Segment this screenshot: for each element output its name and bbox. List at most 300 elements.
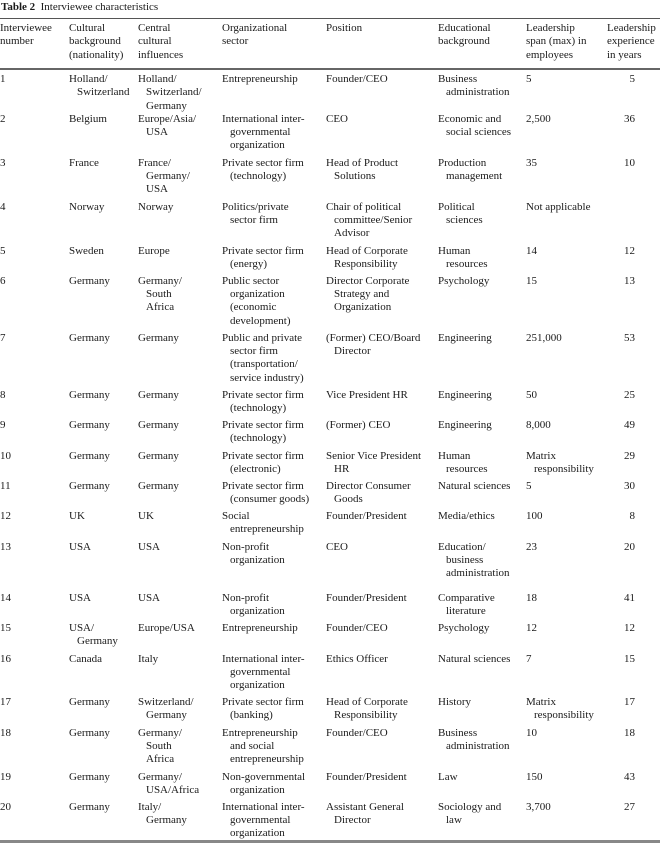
cell-line: Germany/ bbox=[146, 170, 190, 183]
cell-leadership-span bbox=[526, 68, 607, 113]
cell-line: 1 bbox=[0, 73, 6, 85]
cell-line: Natural sciences bbox=[438, 479, 511, 492]
cell-line: Germany bbox=[69, 479, 110, 492]
cell-leadership-experience bbox=[607, 419, 660, 450]
cell-organizational-sector bbox=[222, 113, 326, 157]
cell-educational-background bbox=[438, 157, 526, 201]
cell-organizational-sector bbox=[222, 201, 326, 245]
cell-line: HR bbox=[334, 463, 350, 476]
cell-line: organization bbox=[230, 605, 285, 618]
cell-line: Matrix bbox=[526, 695, 556, 708]
cell-leadership-span bbox=[526, 332, 607, 389]
cell-line: Canada bbox=[69, 652, 102, 665]
cell-line: (technology) bbox=[230, 402, 287, 415]
cell-cultural-background bbox=[69, 113, 138, 157]
cell-line: Social bbox=[222, 509, 250, 522]
table-row bbox=[0, 771, 660, 801]
cell-central-cultural-influences bbox=[138, 68, 222, 113]
cell-leadership-experience bbox=[607, 622, 660, 653]
cell-line: Human bbox=[438, 244, 471, 257]
header-row bbox=[0, 19, 660, 68]
cell-cultural-background bbox=[69, 622, 138, 653]
cell-interviewee-number bbox=[0, 801, 69, 851]
cell-line: responsibility bbox=[534, 463, 594, 476]
cell-line: Advisor bbox=[334, 227, 370, 240]
cell-leadership-experience bbox=[607, 275, 660, 332]
cell-cultural-background bbox=[69, 450, 138, 480]
table-row bbox=[0, 653, 660, 696]
cell-line: Production bbox=[438, 156, 487, 169]
cell-line: Germany bbox=[146, 814, 187, 827]
table-row bbox=[0, 727, 660, 771]
cell-line: 251,000 bbox=[526, 331, 562, 344]
cell-line: 12 bbox=[624, 244, 635, 257]
cell-position bbox=[326, 541, 438, 592]
cell-cultural-background bbox=[69, 510, 138, 541]
cell-position bbox=[326, 622, 438, 653]
header-line: Leadership bbox=[607, 22, 656, 34]
cell-position bbox=[326, 801, 438, 851]
table-row bbox=[0, 245, 660, 275]
cell-line: 18 bbox=[0, 726, 11, 739]
cell-position bbox=[326, 157, 438, 201]
cell-line: Germany bbox=[146, 709, 187, 722]
cell-line: Entrepreneurship bbox=[222, 621, 298, 634]
cell-educational-background bbox=[438, 419, 526, 450]
cell-line: Engineering bbox=[438, 418, 492, 431]
cell-cultural-background bbox=[69, 157, 138, 201]
cell-interviewee-number bbox=[0, 157, 69, 201]
cell-line: sector firm bbox=[230, 214, 278, 227]
table-row bbox=[0, 419, 660, 450]
column-header-central-cultural-influences bbox=[138, 19, 222, 68]
cell-line: organization bbox=[230, 139, 285, 152]
cell-central-cultural-influences bbox=[138, 653, 222, 696]
cell-line: Germany bbox=[146, 99, 187, 112]
cell-line: 50 bbox=[526, 388, 537, 401]
table-row bbox=[0, 696, 660, 727]
cell-line: Senior Vice President bbox=[326, 449, 422, 462]
cell-line: (technology) bbox=[230, 170, 287, 183]
cell-line: 14 bbox=[526, 244, 537, 257]
cell-line: CEO bbox=[326, 112, 348, 125]
cell-position bbox=[326, 696, 438, 727]
cell-position bbox=[326, 113, 438, 157]
cell-interviewee-number bbox=[0, 389, 69, 419]
cell-central-cultural-influences bbox=[138, 771, 222, 801]
cell-line: (technology) bbox=[230, 432, 287, 445]
cell-line: 20 bbox=[624, 540, 635, 553]
cell-cultural-background bbox=[69, 245, 138, 275]
cell-organizational-sector bbox=[222, 771, 326, 801]
cell-line: Europe bbox=[138, 244, 170, 257]
cell-line: Assistant General bbox=[326, 800, 404, 813]
header-line: (nationality) bbox=[69, 48, 124, 61]
cell-organizational-sector bbox=[222, 389, 326, 419]
cell-line: resources bbox=[446, 463, 488, 476]
cell-line: 18 bbox=[526, 591, 537, 604]
cell-cultural-background bbox=[69, 727, 138, 771]
cell-leadership-experience bbox=[607, 771, 660, 801]
cell-line: 14 bbox=[0, 591, 11, 604]
cell-line: 17 bbox=[0, 695, 11, 708]
column-header-cultural-background bbox=[69, 19, 138, 68]
cell-line: 35 bbox=[526, 156, 537, 169]
header-line: in years bbox=[607, 48, 642, 61]
cell-line: Comparative bbox=[438, 591, 495, 604]
cell-line: Belgium bbox=[69, 112, 107, 125]
cell-line: Germany bbox=[138, 449, 179, 462]
table-row bbox=[0, 801, 660, 851]
cell-organizational-sector bbox=[222, 68, 326, 113]
cell-interviewee-number bbox=[0, 245, 69, 275]
cell-line: 25 bbox=[624, 388, 635, 401]
cell-position bbox=[326, 389, 438, 419]
cell-interviewee-number bbox=[0, 419, 69, 450]
cell-line: 16 bbox=[0, 652, 11, 665]
table-row bbox=[0, 389, 660, 419]
cell-line: Psychology bbox=[438, 621, 490, 634]
cell-leadership-experience bbox=[607, 727, 660, 771]
cell-position bbox=[326, 727, 438, 771]
cell-line: Germany/ bbox=[138, 770, 182, 783]
cell-line: 10 bbox=[526, 726, 537, 739]
cell-line: Politics/private bbox=[222, 200, 289, 213]
cell-line: (energy) bbox=[230, 258, 268, 271]
cell-leadership-experience bbox=[607, 157, 660, 201]
header-line: span (max) in bbox=[526, 35, 587, 48]
cell-leadership-span bbox=[526, 389, 607, 419]
cell-cultural-background bbox=[69, 801, 138, 851]
cell-educational-background bbox=[438, 727, 526, 771]
cell-line: South bbox=[146, 740, 172, 753]
cell-organizational-sector bbox=[222, 622, 326, 653]
cell-line: 5 bbox=[526, 479, 532, 492]
cell-line: Political bbox=[438, 200, 475, 213]
cell-line: Natural sciences bbox=[438, 652, 511, 665]
cell-interviewee-number bbox=[0, 696, 69, 727]
cell-interviewee-number bbox=[0, 541, 69, 592]
cell-line: 8 bbox=[0, 388, 6, 401]
cell-interviewee-number bbox=[0, 201, 69, 245]
cell-line: 53 bbox=[624, 331, 635, 344]
cell-central-cultural-influences bbox=[138, 622, 222, 653]
table-body bbox=[0, 68, 660, 851]
table-row bbox=[0, 592, 660, 622]
cell-line: Entrepreneurship bbox=[222, 726, 298, 739]
cell-interviewee-number bbox=[0, 332, 69, 389]
cell-line: 15 bbox=[0, 621, 11, 634]
cell-leadership-span bbox=[526, 541, 607, 592]
cell-line: 12 bbox=[526, 621, 537, 634]
cell-line: USA bbox=[69, 591, 92, 604]
cell-leadership-span bbox=[526, 510, 607, 541]
cell-line: Solutions bbox=[334, 170, 376, 183]
table-row bbox=[0, 541, 660, 592]
header-line: sector bbox=[222, 35, 249, 48]
header-line: employees bbox=[526, 48, 574, 61]
cell-central-cultural-influences bbox=[138, 801, 222, 851]
cell-position bbox=[326, 510, 438, 541]
header-line: Cultural bbox=[69, 22, 106, 34]
cell-line: Italy bbox=[138, 652, 159, 665]
cell-line: 8,000 bbox=[526, 418, 551, 431]
cell-educational-background bbox=[438, 68, 526, 113]
cell-educational-background bbox=[438, 801, 526, 851]
cell-line: Germany bbox=[138, 479, 179, 492]
cell-central-cultural-influences bbox=[138, 245, 222, 275]
cell-leadership-span bbox=[526, 275, 607, 332]
cell-leadership-experience bbox=[607, 801, 660, 851]
table-row bbox=[0, 510, 660, 541]
cell-leadership-experience bbox=[607, 332, 660, 389]
cell-interviewee-number bbox=[0, 113, 69, 157]
cell-line: 20 bbox=[0, 800, 11, 813]
cell-line: governmental bbox=[230, 814, 291, 827]
cell-position bbox=[326, 480, 438, 510]
cell-line: entrepreneurship bbox=[230, 753, 304, 766]
cell-line: 3 bbox=[0, 156, 6, 169]
cell-line: Director bbox=[334, 814, 371, 827]
table-row bbox=[0, 275, 660, 332]
cell-line: Non-governmental bbox=[222, 770, 306, 783]
cell-line: Vice President HR bbox=[326, 388, 408, 401]
cell-line: Sweden bbox=[69, 244, 104, 257]
cell-line: Switzerland/ bbox=[138, 695, 194, 708]
cell-organizational-sector bbox=[222, 592, 326, 622]
cell-line: International inter- bbox=[222, 652, 305, 665]
cell-position bbox=[326, 332, 438, 389]
cell-line: Director bbox=[334, 345, 371, 358]
cell-line: 13 bbox=[624, 274, 635, 287]
column-header-educational-background bbox=[438, 19, 526, 68]
cell-line: Germany bbox=[69, 800, 110, 813]
cell-leadership-span bbox=[526, 653, 607, 696]
cell-line: 15 bbox=[624, 652, 635, 665]
cell-line: 41 bbox=[624, 591, 635, 604]
cell-line: Ethics Officer bbox=[326, 652, 388, 665]
cell-line: organization bbox=[230, 288, 285, 301]
cell-line: Director Corporate bbox=[326, 274, 410, 287]
cell-line: 43 bbox=[624, 770, 635, 783]
cell-line: Africa bbox=[146, 753, 175, 766]
cell-interviewee-number bbox=[0, 480, 69, 510]
cell-educational-background bbox=[438, 510, 526, 541]
cell-line: Non-profit bbox=[222, 591, 270, 604]
cell-organizational-sector bbox=[222, 450, 326, 480]
cell-line: Private sector firm bbox=[222, 479, 304, 492]
cell-line: 150 bbox=[526, 770, 543, 783]
cell-line: 100 bbox=[526, 509, 543, 522]
cell-line: Founder/CEO bbox=[326, 73, 388, 85]
cell-position bbox=[326, 450, 438, 480]
cell-line: governmental bbox=[230, 666, 291, 679]
cell-line: France/ bbox=[138, 156, 171, 169]
cell-line: 36 bbox=[624, 112, 635, 125]
cell-line: USA bbox=[69, 540, 92, 553]
cell-central-cultural-influences bbox=[138, 419, 222, 450]
cell-line: Switzerland bbox=[77, 86, 130, 99]
cell-line: Germany/ bbox=[138, 274, 182, 287]
cell-cultural-background bbox=[69, 592, 138, 622]
cell-line: Not applicable bbox=[526, 200, 591, 213]
cell-educational-background bbox=[438, 113, 526, 157]
cell-line: Media/ethics bbox=[438, 509, 495, 522]
header-line: Position bbox=[326, 22, 363, 34]
cell-organizational-sector bbox=[222, 157, 326, 201]
cell-interviewee-number bbox=[0, 653, 69, 696]
cell-position bbox=[326, 592, 438, 622]
cell-line: International inter- bbox=[222, 112, 305, 125]
cell-line: Economic and bbox=[438, 112, 502, 125]
header-line: Interviewee bbox=[0, 22, 52, 34]
cell-line: (economic bbox=[230, 301, 277, 314]
cell-interviewee-number bbox=[0, 622, 69, 653]
cell-organizational-sector bbox=[222, 801, 326, 851]
cell-line: Engineering bbox=[438, 331, 492, 344]
cell-leadership-experience bbox=[607, 389, 660, 419]
cell-line: sciences bbox=[446, 214, 483, 227]
table-row bbox=[0, 157, 660, 201]
cell-line: Germany bbox=[69, 274, 110, 287]
cell-interviewee-number bbox=[0, 771, 69, 801]
cell-educational-background bbox=[438, 653, 526, 696]
cell-interviewee-number bbox=[0, 592, 69, 622]
cell-line: (transportation/ bbox=[230, 358, 298, 371]
cell-interviewee-number bbox=[0, 510, 69, 541]
cell-leadership-experience bbox=[607, 245, 660, 275]
cell-central-cultural-influences bbox=[138, 480, 222, 510]
cell-leadership-span bbox=[526, 157, 607, 201]
cell-leadership-span bbox=[526, 622, 607, 653]
cell-central-cultural-influences bbox=[138, 450, 222, 480]
cell-line: 11 bbox=[0, 479, 11, 492]
cell-line: Education/ bbox=[438, 540, 486, 553]
cell-line: Business bbox=[438, 726, 478, 739]
table-row bbox=[0, 332, 660, 389]
cell-line: sector firm bbox=[230, 345, 278, 358]
cell-cultural-background bbox=[69, 696, 138, 727]
cell-leadership-experience bbox=[607, 450, 660, 480]
cell-organizational-sector bbox=[222, 332, 326, 389]
cell-leadership-experience bbox=[607, 480, 660, 510]
cell-cultural-background bbox=[69, 771, 138, 801]
cell-line: Private sector firm bbox=[222, 388, 304, 401]
cell-line: Switzerland/ bbox=[146, 86, 202, 99]
cell-organizational-sector bbox=[222, 245, 326, 275]
cell-line: governmental bbox=[230, 126, 291, 139]
cell-line: 5 bbox=[0, 244, 6, 257]
cell-educational-background bbox=[438, 332, 526, 389]
cell-cultural-background bbox=[69, 68, 138, 113]
cell-organizational-sector bbox=[222, 696, 326, 727]
cell-leadership-experience bbox=[607, 113, 660, 157]
cell-line: USA/ bbox=[69, 621, 95, 634]
cell-line: entrepreneurship bbox=[230, 523, 304, 536]
header-line: influences bbox=[138, 48, 184, 61]
table-caption bbox=[1, 1, 158, 14]
cell-line: Responsibility bbox=[334, 258, 398, 271]
cell-leadership-span bbox=[526, 771, 607, 801]
table-row bbox=[0, 450, 660, 480]
cell-line: service industry) bbox=[230, 371, 304, 384]
cell-line: 2 bbox=[0, 112, 6, 125]
cell-line: Germany bbox=[69, 388, 110, 401]
cell-interviewee-number bbox=[0, 450, 69, 480]
cell-line: 49 bbox=[624, 418, 635, 431]
cell-line: Germany bbox=[138, 388, 179, 401]
cell-cultural-background bbox=[69, 332, 138, 389]
cell-central-cultural-influences bbox=[138, 332, 222, 389]
cell-leadership-experience bbox=[607, 68, 660, 113]
cell-line: Germany/ bbox=[138, 726, 182, 739]
cell-line: 23 bbox=[526, 540, 537, 553]
cell-line: Founder/CEO bbox=[326, 726, 388, 739]
interviewee-table bbox=[0, 19, 660, 851]
cell-line: administration bbox=[446, 567, 510, 580]
cell-line: 6 bbox=[0, 274, 6, 287]
cell-line: social sciences bbox=[446, 126, 512, 139]
cell-line: Founder/CEO bbox=[326, 621, 388, 634]
table-row bbox=[0, 201, 660, 245]
cell-educational-background bbox=[438, 389, 526, 419]
cell-line: resources bbox=[446, 258, 488, 271]
cell-line: Africa bbox=[146, 301, 175, 314]
cell-line: 18 bbox=[624, 726, 635, 739]
cell-leadership-span bbox=[526, 419, 607, 450]
cell-interviewee-number bbox=[0, 68, 69, 113]
cell-line: 13 bbox=[0, 540, 11, 553]
cell-educational-background bbox=[438, 245, 526, 275]
cell-leadership-span bbox=[526, 450, 607, 480]
cell-educational-background bbox=[438, 541, 526, 592]
cell-line: committee/Senior bbox=[334, 214, 413, 227]
cell-central-cultural-influences bbox=[138, 541, 222, 592]
cell-leadership-experience bbox=[607, 696, 660, 727]
cell-position bbox=[326, 419, 438, 450]
column-header-leadership-experience bbox=[607, 19, 660, 68]
column-header-interviewee-number bbox=[0, 19, 69, 68]
cell-line: 12 bbox=[624, 621, 635, 634]
table-row bbox=[0, 113, 660, 157]
cell-line: Head of Product bbox=[326, 156, 399, 169]
cell-line: Germany bbox=[69, 695, 110, 708]
cell-line: Entrepreneurship bbox=[222, 73, 298, 85]
cell-line: Germany bbox=[69, 770, 110, 783]
cell-line: 15 bbox=[526, 274, 537, 287]
cell-line: USA bbox=[146, 183, 169, 196]
cell-line: 9 bbox=[0, 418, 6, 431]
cell-position bbox=[326, 68, 438, 113]
cell-position bbox=[326, 245, 438, 275]
header-line: experience bbox=[607, 35, 655, 48]
cell-line: Norway bbox=[69, 200, 105, 213]
cell-line: (Former) CEO bbox=[326, 418, 391, 431]
cell-cultural-background bbox=[69, 541, 138, 592]
cell-line: USA bbox=[138, 540, 161, 553]
cell-leadership-experience bbox=[607, 510, 660, 541]
cell-line: organization bbox=[230, 554, 285, 567]
cell-line: business bbox=[446, 554, 484, 567]
cell-line: Engineering bbox=[438, 388, 492, 401]
cell-line: History bbox=[438, 695, 471, 708]
cell-line: development) bbox=[230, 314, 291, 327]
cell-line: (Former) CEO/Board bbox=[326, 331, 421, 344]
cell-educational-background bbox=[438, 696, 526, 727]
cell-educational-background bbox=[438, 201, 526, 245]
table-title: Interviewee characteristics bbox=[40, 1, 159, 13]
cell-cultural-background bbox=[69, 419, 138, 450]
